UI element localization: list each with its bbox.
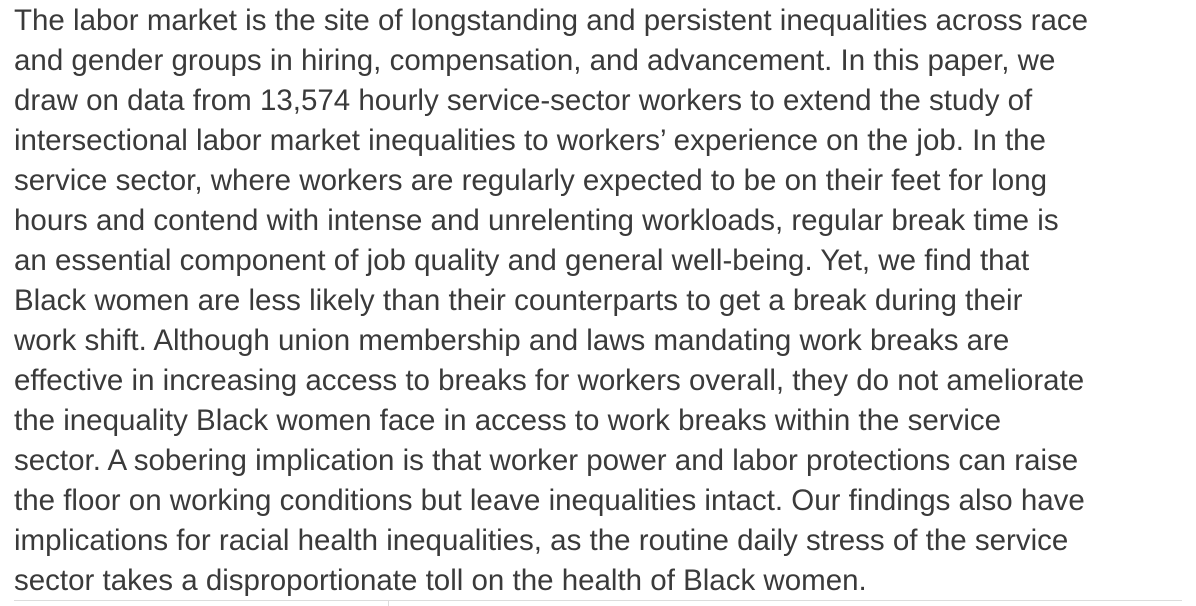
abstract-line: draw on data from 13,574 hourly service-sector workers to extend the study of (14, 84, 1033, 117)
abstract-line: an essential component of job quality and general well-being. Yet, we find that (14, 244, 1030, 277)
section-divider (14, 600, 1182, 601)
abstract-line: The labor market is the site of longstanding and persistent inequalities across race (14, 4, 1089, 37)
abstract-line: hours and contend with intense and unrelenting workloads, regular break time is (14, 204, 1059, 237)
abstract-line: sector takes a disproportionate toll on the health of Black women. (14, 564, 867, 597)
abstract-line: the inequality Black women face in access to work breaks within the service (14, 404, 1002, 437)
divider-tick (388, 600, 389, 606)
abstract-line: the floor on working conditions but leave inequalities intact. Our findings also have (14, 484, 1085, 517)
abstract-line: work shift. Although union membership and laws mandating work breaks are (14, 324, 1010, 357)
abstract-line: implications for racial health inequalities, as the routine daily stress of the service (14, 524, 1069, 557)
abstract-line: effective in increasing access to breaks for workers overall, they do not ameliorate (14, 364, 1085, 397)
abstract-line: sector. A sobering implication is that worker power and labor protections can raise (14, 444, 1079, 477)
abstract-line: Black women are less likely than their counterparts to get a break during their (14, 284, 1023, 317)
abstract-line: intersectional labor market inequalities to workers’ experience on the job. In the (14, 124, 1046, 157)
abstract-line: and gender groups in hiring, compensation, and advancement. In this paper, we (14, 44, 1056, 77)
abstract-line: service sector, where workers are regularly expected to be on their feet for long (14, 164, 1048, 197)
abstract-paragraph (14, 1, 1194, 601)
